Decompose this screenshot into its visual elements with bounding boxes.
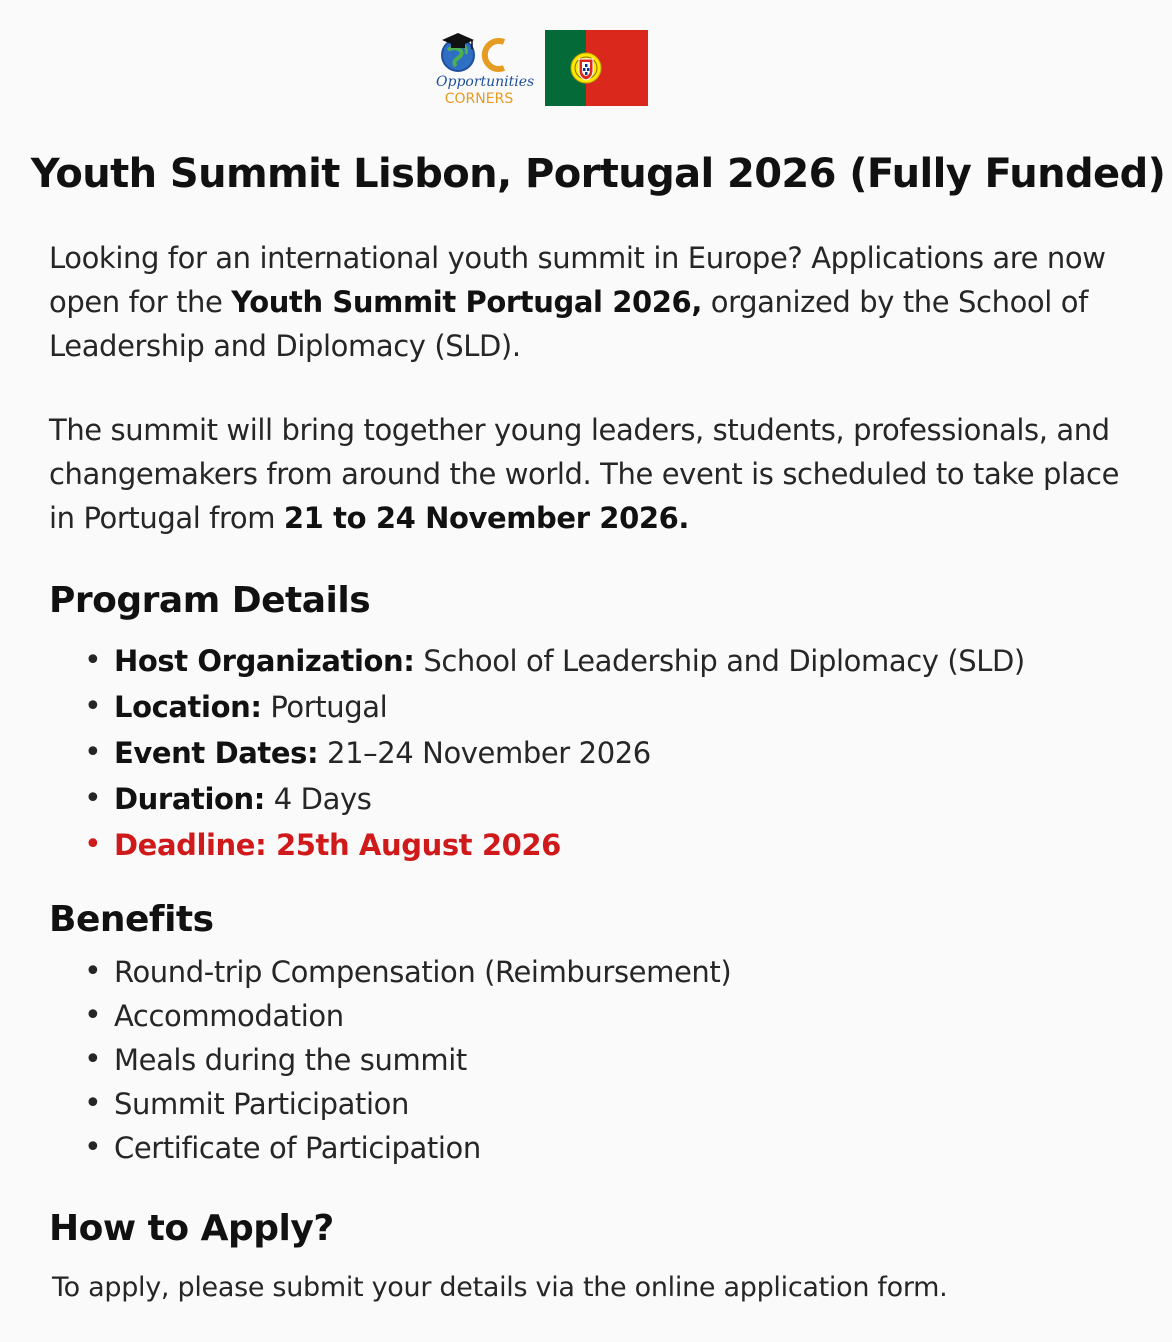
logo-text-opportunities: Opportunities [436, 74, 535, 90]
list-item: • Round-trip Compensation (Reimbursement) [84, 950, 1144, 994]
detail-label: Duration: [114, 782, 265, 816]
intro-paragraph-2 [49, 408, 1139, 540]
detail-label: Event Dates: [114, 736, 319, 770]
detail-value: School of Leadership and Diplomacy (SLD) [414, 644, 1025, 678]
detail-value: Portugal [261, 690, 388, 724]
intro-paragraph-1 [49, 236, 1139, 368]
intro-p2-bold-dates: 21 to 24 November 2026. [283, 501, 690, 535]
portugal-flag-icon [545, 30, 648, 106]
detail-value: 4 Days [264, 782, 372, 816]
how-to-apply-heading: How to Apply? [49, 1208, 334, 1249]
intro-p2-text: The summit will bring together young leaders, students, professionals, and changemakers from around the world. The event is scheduled to take place in Portugal from [49, 413, 1120, 535]
benefits-heading: Benefits [49, 899, 214, 940]
graduation-cap-globe-icon [434, 30, 524, 76]
header-logos [0, 28, 1172, 108]
intro-p1-text: Looking for an international youth summit in Europe? Applications are now open for the [49, 241, 1106, 319]
page-title: Youth Summit Lisbon, Portugal 2026 (Fully Funded) [30, 151, 1166, 197]
opportunities-corners-logo [434, 30, 535, 110]
detail-label: Deadline: [114, 828, 267, 862]
detail-label: Location: [114, 690, 262, 724]
program-details-list [84, 638, 1144, 868]
list-item-duration [84, 776, 1144, 822]
program-details-heading: Program Details [49, 580, 371, 621]
detail-label: Host Organization: [114, 644, 415, 678]
list-item-event-dates [84, 730, 1144, 776]
list-item: • Certificate of Participation [84, 1126, 1144, 1170]
list-item-host-organization [84, 638, 1144, 684]
intro-p1-text-end: organized by the School of Leadership and Diplomacy (SLD). [49, 285, 1088, 363]
logo-text-corners: CORNERS [444, 91, 514, 107]
detail-value: 21–24 November 2026 [318, 736, 651, 770]
list-item: • Accommodation [84, 994, 1144, 1038]
intro-p1-bold: Youth Summit Portugal 2026, [231, 285, 702, 319]
list-item: • Meals during the summit [84, 1038, 1144, 1082]
how-to-apply-text: To apply, please submit your details via the online application form. [52, 1272, 948, 1303]
list-item-location [84, 684, 1144, 730]
detail-value: 25th August 2026 [266, 828, 561, 862]
list-item: • Summit Participation [84, 1082, 1144, 1126]
benefits-list [84, 950, 1144, 1170]
list-item-deadline [84, 822, 1144, 868]
